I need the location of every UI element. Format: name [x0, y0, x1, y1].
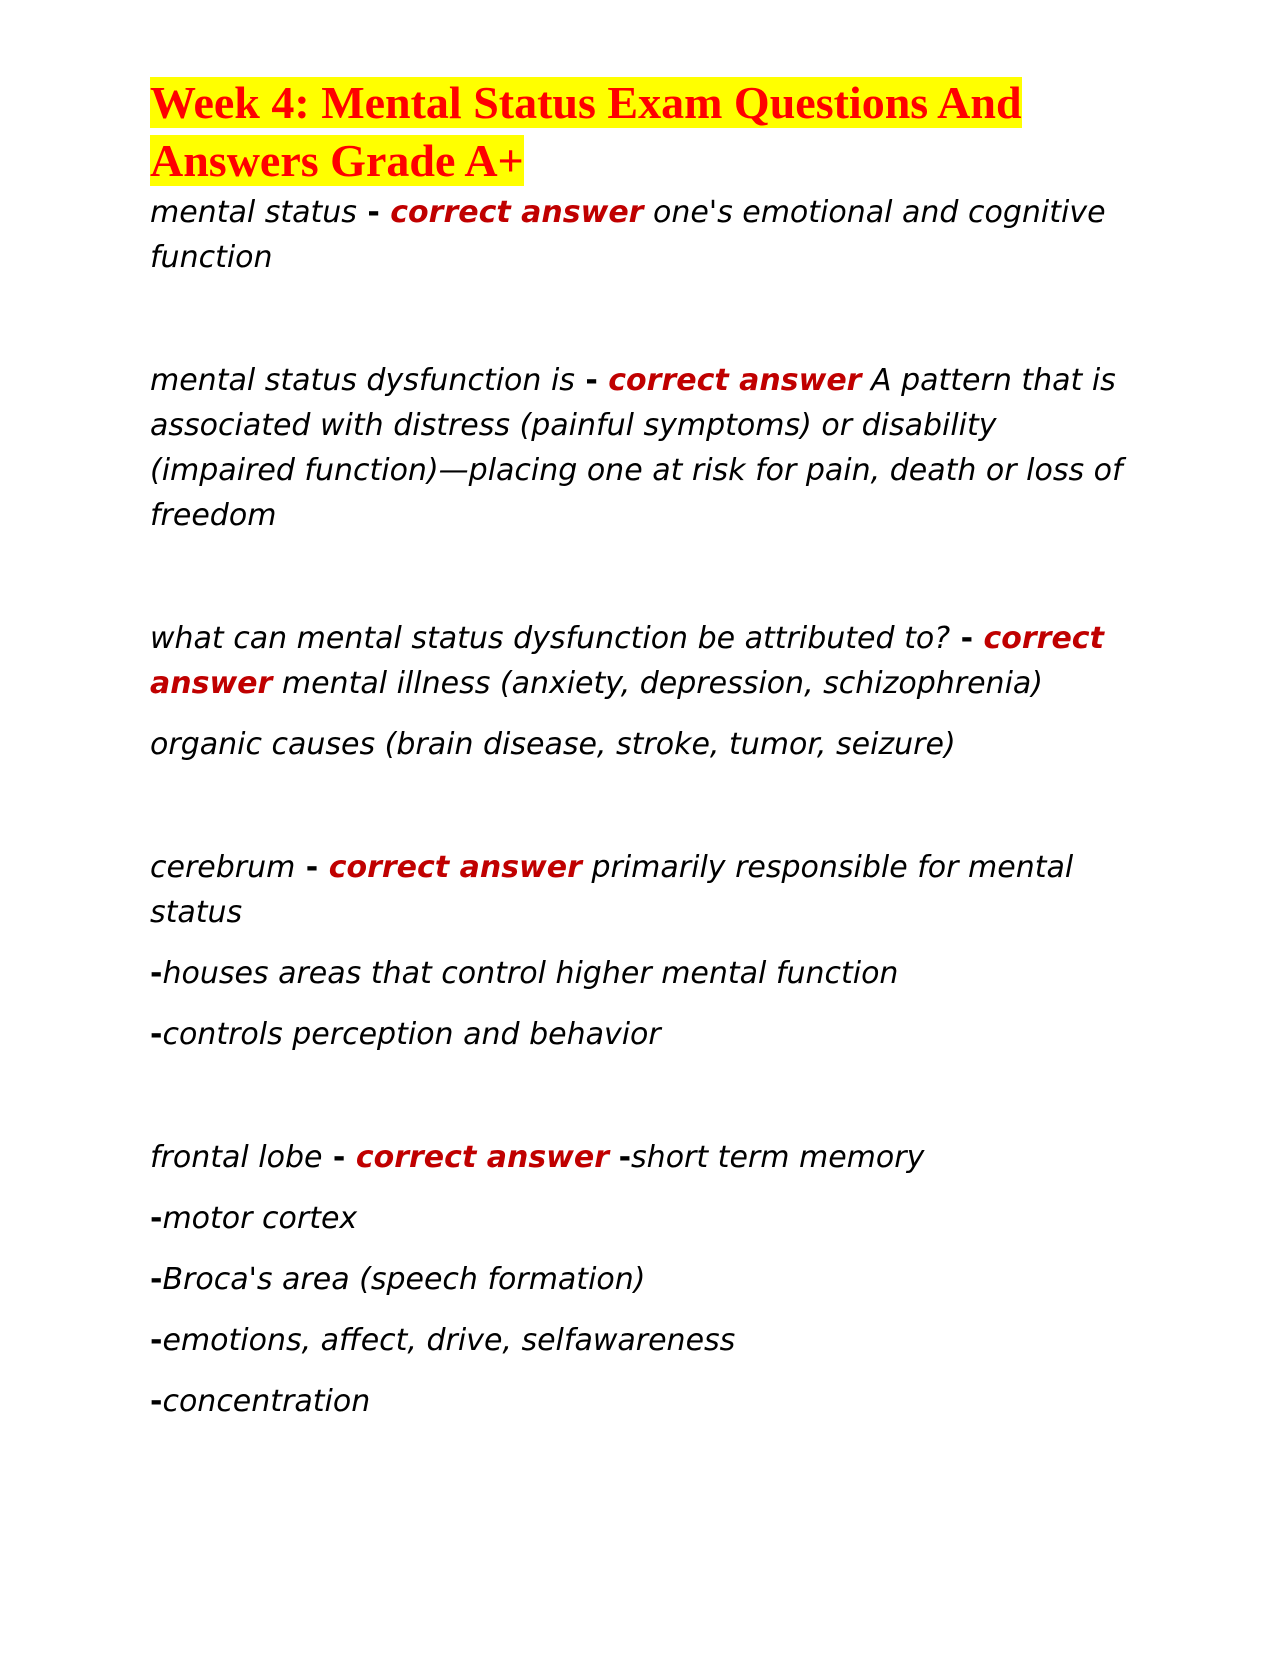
correct-answer-label: correct answer [150, 621, 1104, 701]
question-term: frontal lobe [150, 1140, 323, 1175]
answer-extra-line: organic causes (brain disease, stroke, tumor, seizure) [150, 727, 956, 762]
correct-answer-label: correct answer [390, 195, 644, 230]
qa-entry-mental-status: mental status - correct answer one's emotional and cognitive function [150, 195, 1106, 275]
qa-entry-dysfunction: mental status dysfunction is - correct answer A pattern that is associated with distress (painful symptoms) or disability (impaired function)—placing one at risk for pain, death or loss of freedom [150, 363, 1123, 533]
document-title [150, 74, 1150, 190]
answer-text: primarily responsible for mental status [150, 850, 1074, 930]
answer-extra-line: -Broca's area (speech formation) [150, 1262, 646, 1297]
answer-text: short term memory [631, 1140, 925, 1175]
title-highlight: Week 4: Mental Status Exam Questions And Answers Grade A+ [150, 77, 1022, 186]
question-term: mental status dysfunction is [150, 363, 575, 398]
question-term: what can mental status dysfunction be attributed to? [150, 621, 951, 656]
correct-answer-label: correct answer [328, 850, 582, 885]
answer-extra-line: -concentration [150, 1384, 371, 1419]
answer-extra-line: -houses areas that control higher mental function [150, 956, 899, 991]
answer-text: one's emotional and cognitive function [150, 195, 1106, 275]
qa-entry-attributed: what can mental status dysfunction be attributed to? - correct answer mental illness (anxiety, depression, schizophrenia) [150, 621, 1104, 701]
answer-extra-line: -motor cortex [150, 1201, 358, 1236]
qa-entry-frontal-lobe: frontal lobe - correct answer -short term memory [150, 1140, 925, 1175]
correct-answer-label: correct answer [355, 1140, 610, 1175]
answer-text: A pattern that is associated with distress (painful symptoms) or disability (impaired function)—placing one at risk for pain, death or loss of freedom [150, 363, 1123, 533]
question-term: cerebrum [150, 850, 296, 885]
answer-extra-line: -emotions, affect, drive, selfawareness [150, 1323, 736, 1358]
qa-entry-cerebrum: cerebrum - correct answer primarily responsible for mental status [150, 850, 1074, 930]
question-term: mental status [150, 195, 357, 230]
answer-extra-line: -controls perception and behavior [150, 1017, 661, 1052]
correct-answer-label: correct answer [608, 363, 862, 398]
answer-text: mental illness (anxiety, depression, schizophrenia) [281, 666, 1043, 701]
document-page [150, 74, 1150, 1424]
